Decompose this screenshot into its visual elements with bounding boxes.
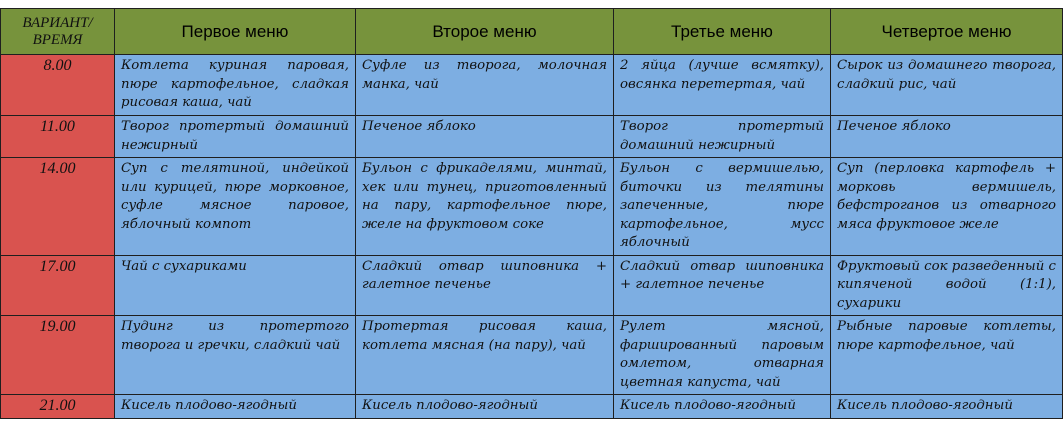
time-cell: 11.00 [1, 116, 115, 158]
menu-cell: Суп (перловка картофель + морковь вермишель, бефстроганов из отварного мяса фруктовое желе [831, 158, 1063, 256]
menu-cell: Чай с сухариками [115, 255, 356, 316]
menu-cell: Котлета куриная паровая, пюре картофельное, сладкая рисовая каша, чай [115, 55, 356, 116]
time-cell: 21.00 [1, 395, 115, 419]
menu-cell: Протертая рисовая каша, котлета мясная (на пару), чай [356, 316, 614, 395]
menu-cell: Бульон с фрикаделями, минтай, хек или тунец, приготовленный на пару, картофельное пюре, желе на фруктовом соке [356, 158, 614, 256]
table-row [1, 255, 1063, 316]
variant-time-header: ВАРИАНТ/ ВРЕМЯ [1, 9, 115, 55]
menu-cell: Бульон с вермишелью, биточки из телятины запеченные, пюре картофельное, мусс яблочный [614, 158, 831, 256]
time-cell: 19.00 [1, 316, 115, 395]
table-row [1, 116, 1063, 158]
menu-cell: Рулет мясной, фаршированный паровым омлетом, отварная цветная капуста, чай [614, 316, 831, 395]
table-row [1, 55, 1063, 116]
menu-cell: Кисель плодово-ягодный [356, 395, 614, 419]
menu-cell: 2 яйца (лучше всмятку), овсянка перетертая, чай [614, 55, 831, 116]
header-menu-1: Первое меню [115, 9, 356, 55]
menu-cell: Рыбные паровые котлеты, пюре картофельное, чай [831, 316, 1063, 395]
header-menu-2: Второе меню [356, 9, 614, 55]
time-cell: 8.00 [1, 55, 115, 116]
table-row [1, 316, 1063, 395]
menu-cell: Пудинг из протертого творога и гречки, сладкий чай [115, 316, 356, 395]
menu-cell: Творог протертый домашний нежирный [115, 116, 356, 158]
menu-cell: Суфле из творога, молочная манка, чай [356, 55, 614, 116]
menu-cell: Фруктовый сок разведенный с кипяченой водой (1:1), сухарики [831, 255, 1063, 316]
menu-cell: Печеное яблоко [356, 116, 614, 158]
header-menu-3: Третье меню [614, 9, 831, 55]
menu-cell: Сладкий отвар шиповника + галетное печенье [356, 255, 614, 316]
header-row [1, 9, 1063, 55]
menu-cell: Кисель плодово-ягодный [831, 395, 1063, 419]
time-cell: 17.00 [1, 255, 115, 316]
menu-table-container [0, 8, 1056, 414]
header-menu-4: Четвертое меню [831, 9, 1063, 55]
table-row [1, 158, 1063, 256]
menu-cell: Сладкий отвар шиповника + галетное печенье [614, 255, 831, 316]
menu-cell: Кисель плодово-ягодный [115, 395, 356, 419]
menu-cell: Кисель плодово-ягодный [614, 395, 831, 419]
menu-cell: Сырок из домашнего творога, сладкий рис, чай [831, 55, 1063, 116]
menu-cell: Печеное яблоко [831, 116, 1063, 158]
table-row [1, 395, 1063, 419]
time-cell: 14.00 [1, 158, 115, 256]
menu-cell: Творог протертый домашний нежирный [614, 116, 831, 158]
menu-table [0, 8, 1063, 419]
menu-cell: Суп с телятиной, индейкой или курицей, пюре морковное, суфле мясное паровое, яблочный компот [115, 158, 356, 256]
